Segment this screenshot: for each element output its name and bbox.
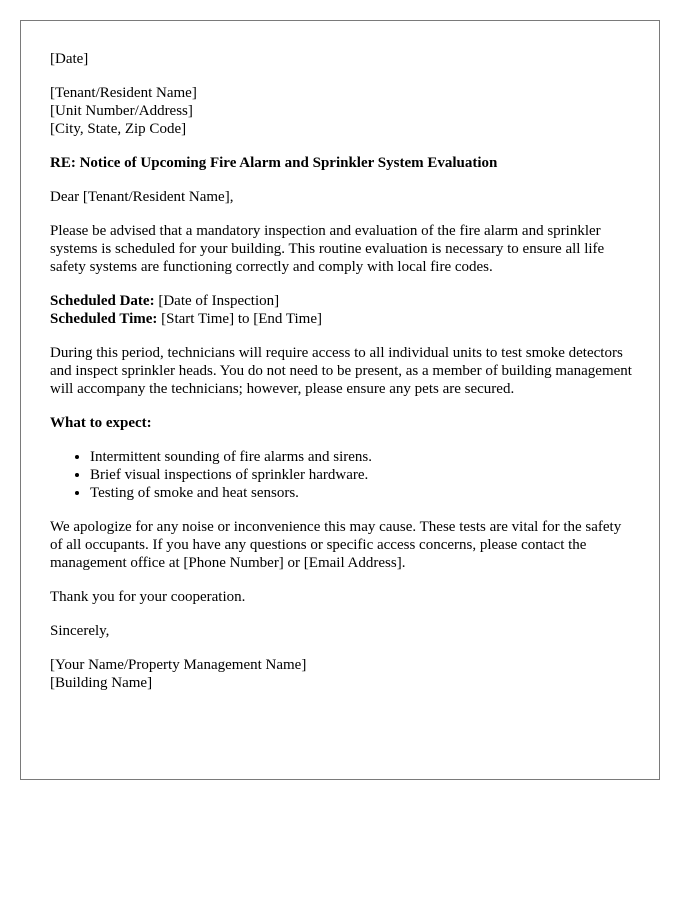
signature-name: [Your Name/Property Management Name] (50, 657, 307, 673)
thanks-line: Thank you for your cooperation. (50, 589, 246, 605)
recipient-unit: [Unit Number/Address] (50, 103, 193, 119)
subject-text: RE: Notice of Upcoming Fire Alarm and Sprinkler System Evaluation (50, 155, 498, 171)
scheduled-date-line (50, 292, 636, 310)
schedule-block (50, 292, 636, 328)
letter-page (20, 20, 660, 780)
scheduled-time-line (50, 310, 636, 328)
letter-body (50, 50, 636, 708)
expect-list (50, 448, 636, 502)
list-item: • Intermittent sounding of fire alarms and sirens. (90, 448, 636, 466)
expect-heading-text: What to expect: (50, 415, 152, 431)
scheduled-date-label: Scheduled Date: (50, 293, 155, 309)
letter-date: [Date] (50, 51, 89, 67)
recipient-address (50, 84, 636, 138)
signature-building: [Building Name] (50, 675, 153, 691)
signature-block (50, 656, 636, 692)
closing-line: Sincerely, (50, 623, 110, 639)
expect-heading (50, 414, 636, 432)
access-paragraph: During this period, technicians will require access to all individual units to test smoke detectors and inspect sprinkler heads. You do not need to be present, as a member of building management will accompany the technicians; however, please ensure any pets are secured. (50, 345, 632, 397)
subject-line (50, 154, 636, 172)
scheduled-time-label: Scheduled Time: (50, 311, 158, 327)
scheduled-time-value: [Start Time] to [End Time] (157, 311, 322, 327)
scheduled-date-value: [Date of Inspection] (154, 293, 280, 309)
list-item: • Testing of smoke and heat sensors. (90, 484, 636, 502)
greeting: Dear [Tenant/Resident Name], (50, 189, 234, 205)
apology-paragraph: We apologize for any noise or inconvenience this may cause. These tests are vital for the safety of all occupants. If you have any questions or specific access concerns, please contact the management office at [Phone Number] or [Email Address]. (50, 519, 622, 571)
recipient-city: [City, State, Zip Code] (50, 121, 187, 137)
intro-paragraph: Please be advised that a mandatory inspection and evaluation of the fire alarm and sprinkler systems is scheduled for your building. This routine evaluation is necessary to ensure all life safety systems are functioning correctly and comply with local fire codes. (50, 223, 605, 275)
recipient-name: [Tenant/Resident Name] (50, 85, 197, 101)
list-item: • Brief visual inspections of sprinkler hardware. (90, 466, 636, 484)
